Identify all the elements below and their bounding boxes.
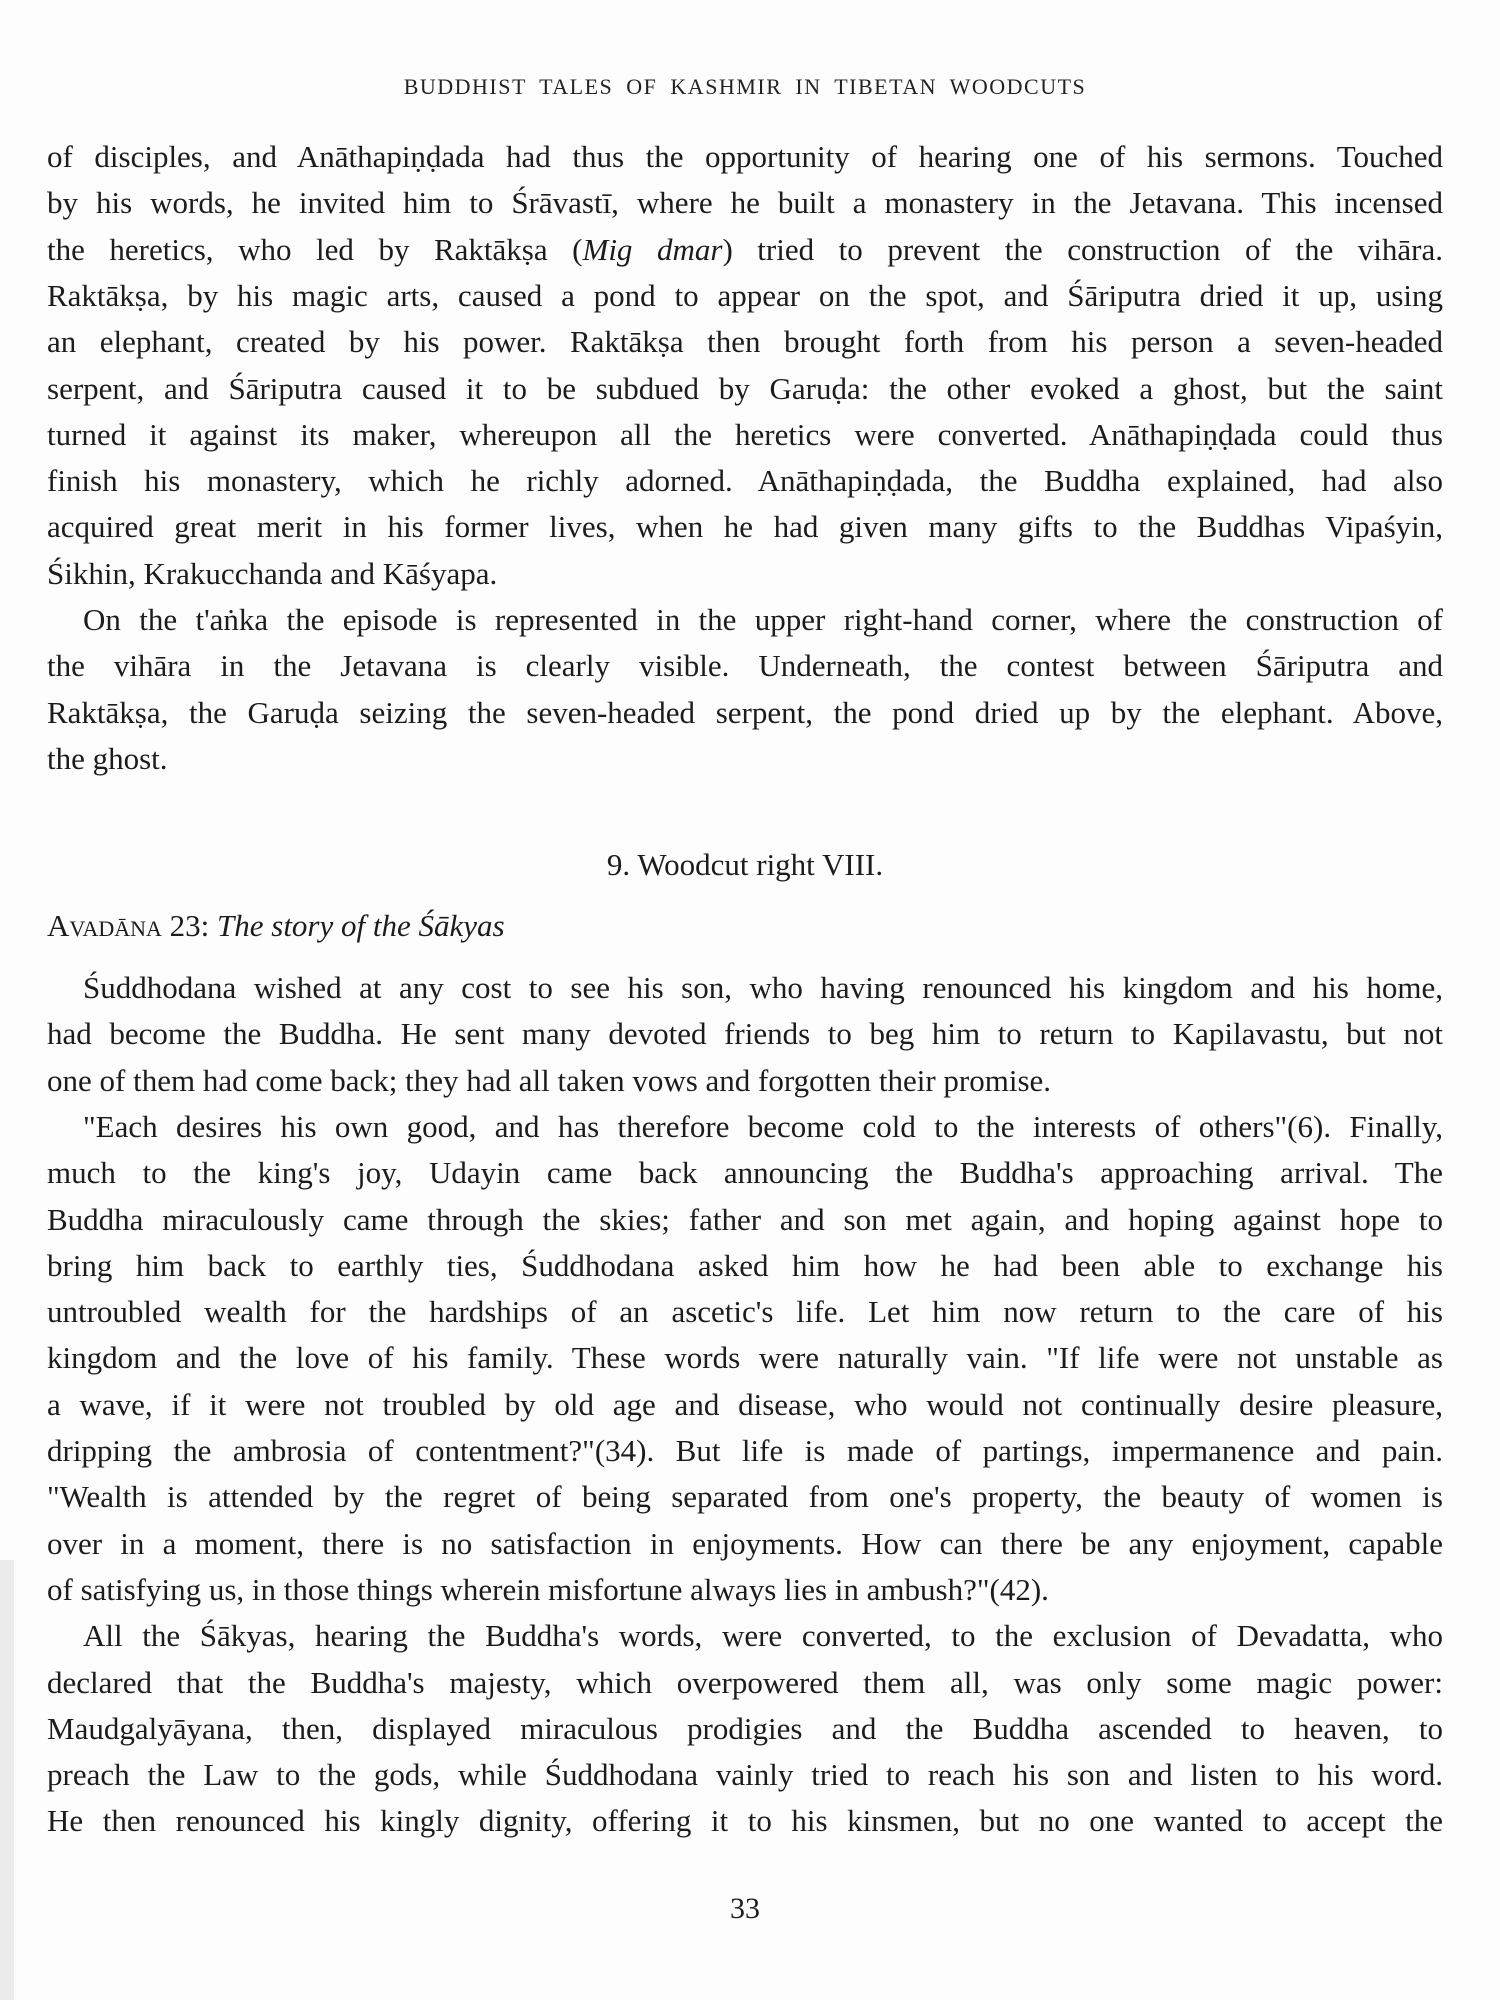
text-line: declared that the Buddha's majesty, which overpowered them all, was only some magic power: bbox=[47, 1664, 1443, 1700]
text-line: serpent, and Śāriputra caused it to be subdued by Garuḍa: the other evoked a ghost, but the saint bbox=[47, 370, 1443, 406]
text-line: acquired great merit in his former lives, when he had given many gifts to the Buddhas Vipaśyin, bbox=[47, 509, 1443, 545]
italic-text: The story of the Śākyas bbox=[217, 908, 505, 943]
text-line bbox=[47, 227, 1443, 273]
page-number: 33 bbox=[730, 1892, 760, 1925]
text-line: turned it against its maker, whereupon all the heretics were converted. Anāthapiṇḍada could thus bbox=[47, 416, 1443, 452]
text-line: Maudgalyāyana, then, displayed miraculous prodigies and the Buddha ascended to heaven, to bbox=[47, 1710, 1443, 1746]
text-line: On the t'aṅka the episode is represented in the upper right-hand corner, where the construction of bbox=[83, 602, 1443, 637]
avadana-title bbox=[47, 903, 1443, 949]
text-line: over in a moment, there is no satisfaction in enjoyments. How can there be any enjoyment, capable bbox=[47, 1525, 1443, 1561]
text-line: of satisfying us, in those things wherein misfortune always lies in ambush?"(42). bbox=[47, 1571, 1049, 1607]
text-line: an elephant, created by his power. Raktākṣa then brought forth from his person a seven-headed bbox=[47, 324, 1443, 360]
text-span: Avadāna 23: bbox=[47, 908, 217, 943]
text-line: Raktākṣa, the Garuḍa seizing the seven-headed serpent, the pond dried up by the elephant. Above, bbox=[47, 694, 1443, 730]
text-span: the heretics, who led by Raktākṣa ( bbox=[47, 231, 583, 267]
text-line: "Each desires his own good, and has therefore become cold to the interests of others"(6). Finally, bbox=[83, 1108, 1443, 1144]
text-line: the vihāra in the Jetavana is clearly visible. Underneath, the contest between Śāriputra and bbox=[47, 648, 1443, 684]
text-line: dripping the ambrosia of contentment?"(34). But life is made of partings, impermanence and pain. bbox=[47, 1433, 1443, 1468]
text-line: bring him back to earthly ties, Śuddhodana asked him how he had been able to exchange his bbox=[47, 1247, 1443, 1283]
page-edge-shadow bbox=[0, 1560, 14, 2000]
text-line: one of them had come back; they had all taken vows and forgotten their promise. bbox=[47, 1062, 1052, 1098]
text-line: the ghost. bbox=[47, 740, 168, 776]
text-line: Śuddhodana wished at any cost to see his son, who having renounced his kingdom and his home, bbox=[83, 970, 1443, 1005]
section-heading: 9. Woodcut right VIII. bbox=[606, 847, 884, 882]
text-line: by his words, he invited him to Śrāvastī, where he built a monastery in the Jetavana. This incensed bbox=[47, 185, 1443, 221]
text-line: Śikhin, Krakucchanda and Kāśyapa. bbox=[47, 555, 498, 591]
text-line: "Wealth is attended by the regret of being separated from one's property, the beauty of women is bbox=[47, 1479, 1443, 1515]
text-line: He then renounced his kingly dignity, offering it to his kinsmen, but no one wanted to accept the bbox=[47, 1803, 1443, 1839]
italic-text: Mig dmar bbox=[582, 231, 723, 267]
text-line: finish his monastery, which he richly adorned. Anāthapiṇḍada, the Buddha explained, had also bbox=[47, 463, 1443, 499]
text-line: All the Śākyas, hearing the Buddha's words, were converted, to the exclusion of Devadatta, who bbox=[83, 1618, 1443, 1654]
text-line: kingdom and the love of his family. These words were naturally vain. "If life were not unstable as bbox=[47, 1340, 1443, 1376]
text-line: of disciples, and Anāthapiṇḍada had thus the opportunity of hearing one of his sermons. Touched bbox=[47, 139, 1443, 174]
text-line: had become the Buddha. He sent many devoted friends to beg him to return to Kapilavastu, but not bbox=[47, 1016, 1443, 1052]
running-head: BUDDHIST TALES OF KASHMIR IN TIBETAN WOODCUTS bbox=[403, 74, 1087, 99]
text-span: ) tried to prevent the construction of the vihāra. bbox=[722, 231, 1444, 267]
text-line: Raktākṣa, by his magic arts, caused a pond to appear on the spot, and Śāriputra dried it up, using bbox=[47, 277, 1443, 313]
text-line: untroubled wealth for the hardships of an ascetic's life. Let him now return to the care of his bbox=[47, 1294, 1443, 1330]
text-line: much to the king's joy, Udayin came back announcing the Buddha's approaching arrival. The bbox=[47, 1155, 1443, 1191]
text-line: preach the Law to the gods, while Śuddhodana vainly tried to reach his son and listen to his word. bbox=[47, 1757, 1443, 1793]
text-line: Buddha miraculously came through the skies; father and son met again, and hoping against hope to bbox=[47, 1201, 1443, 1237]
text-line: a wave, if it were not troubled by old age and disease, who would not continually desire pleasure, bbox=[47, 1386, 1443, 1422]
